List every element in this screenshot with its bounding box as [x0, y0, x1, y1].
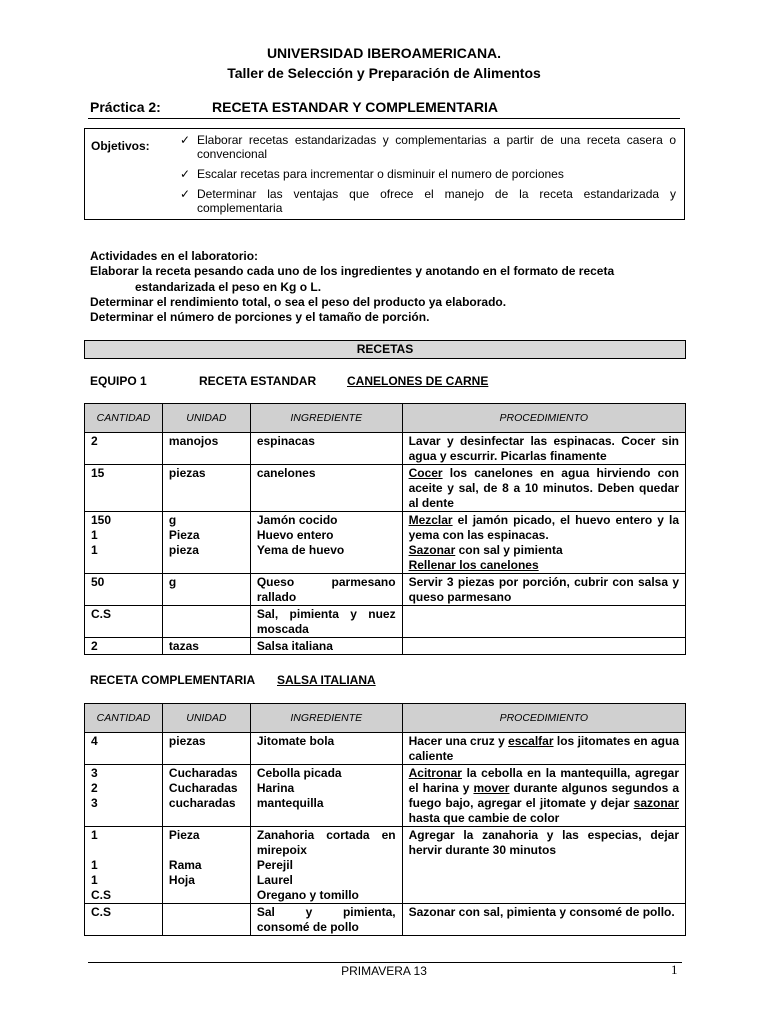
activities-section — [90, 249, 678, 325]
objectives-label: Objetivos: — [91, 139, 150, 153]
cell-unit — [162, 765, 250, 827]
ingredient-line: Cebolla picada — [256, 766, 342, 780]
page-number: 1 — [671, 962, 678, 977]
col-header-quantity: CANTIDAD — [85, 704, 163, 733]
cell-quantity: 2 — [85, 433, 163, 465]
cell-quantity: 50 — [85, 574, 163, 606]
procedure-verb: Sazonar — [408, 543, 456, 557]
table-row — [85, 733, 686, 765]
cell-procedure — [402, 638, 685, 655]
table-row — [85, 827, 686, 904]
footer-text: PRIMAVERA 13 — [341, 964, 427, 978]
university-title: UNIVERSIDAD IBEROAMERICANA. — [266, 45, 502, 61]
unit-line: Hoja — [168, 873, 195, 887]
recipe-name: CANELONES DE CARNE — [347, 374, 489, 388]
cell-procedure: Lavar y desinfectar las espinacas. Cocer sin agua y escurrir. Picarlas finamente — [402, 433, 685, 465]
footer-rule — [88, 962, 682, 963]
check-icon: ✓ — [179, 133, 191, 147]
cell-ingredient: Salsa italiana — [250, 638, 402, 655]
table-row — [85, 433, 686, 465]
cell-quantity: C.S — [85, 606, 163, 638]
cell-quantity: C.S — [85, 904, 163, 936]
ingredient-line: Huevo entero — [256, 528, 334, 542]
table-row — [85, 638, 686, 655]
unit-line: Cucharadas — [168, 781, 238, 795]
unit-line: g — [168, 513, 177, 527]
cell-procedure: Agregar la zanahoria y las especias, dejar hervir durante 30 minutos — [402, 827, 685, 904]
recipe-table-standard — [84, 403, 686, 655]
procedure-verb: Cocer — [408, 466, 443, 480]
activities-line: Determinar el rendimiento total, o sea el peso del producto ya elaborado. — [90, 294, 507, 309]
quantity-line: 1 — [91, 873, 98, 887]
cell-procedure — [402, 733, 685, 765]
procedure-verb: Acitronar — [408, 766, 462, 780]
unit-line: pieza — [168, 543, 199, 557]
cell-ingredient: canelones — [250, 465, 402, 512]
procedure-verb: sazonar — [633, 796, 679, 810]
cell-unit: piezas — [162, 465, 250, 512]
table-row — [85, 606, 686, 638]
procedure-text: Hacer una cruz y — [408, 734, 509, 748]
cell-ingredient — [250, 512, 402, 574]
cell-procedure: Servir 3 piezas por porción, cubrir con salsa y queso parmesano — [402, 574, 685, 606]
procedure-text: hasta que cambie de color — [408, 811, 560, 825]
objective-item: Determinar las ventajas que ofrece el manejo de la receta estandarizada y complementaria — [197, 187, 676, 215]
quantity-line: 1 — [91, 858, 98, 872]
quantity-line: 150 — [91, 513, 112, 527]
cell-procedure — [402, 606, 685, 638]
table-row — [85, 904, 686, 936]
quantity-line: 1 — [91, 543, 98, 557]
procedure-text: los jitomates en agua caliente — [408, 734, 679, 763]
unit-line: Pieza — [168, 828, 200, 842]
col-header-unit: UNIDAD — [162, 704, 250, 733]
activities-title: Actividades en el laboratorio: — [90, 249, 259, 263]
cell-unit — [162, 606, 250, 638]
ingredient-line: Perejil — [256, 858, 293, 872]
table-row — [85, 512, 686, 574]
ingredient-line: Zanahoria cortada en mirepoix — [256, 828, 396, 857]
cell-procedure — [402, 512, 685, 574]
unit-line: Rama — [168, 858, 202, 872]
cell-procedure — [402, 765, 685, 827]
col-header-unit: UNIDAD — [162, 404, 250, 433]
quantity-line: C.S — [91, 888, 112, 902]
col-header-ingredient: INGREDIENTE — [250, 704, 402, 733]
objectives-table — [84, 128, 685, 220]
unit-line: Pieza — [168, 528, 200, 542]
cell-quantity: 4 — [85, 733, 163, 765]
course-title: Taller de Selección y Preparación de Alimentos — [227, 65, 541, 81]
activities-line: Determinar el número de porciones y el tamaño de porción. — [90, 310, 430, 325]
quantity-line: 1 — [91, 828, 98, 842]
cell-ingredient: Sal, pimienta y nuez moscada — [250, 606, 402, 638]
ingredient-line: Harina — [256, 781, 295, 795]
quantity-line: 2 — [91, 781, 98, 795]
complementary-name: SALSA ITALIANA — [277, 673, 376, 687]
cell-unit — [162, 512, 250, 574]
ingredient-line: Laurel — [256, 873, 293, 887]
cell-procedure: Sazonar con sal, pimienta y consomé de pollo. — [402, 904, 685, 936]
cell-quantity — [85, 765, 163, 827]
ingredient-line: Oregano y tomillo — [256, 888, 359, 902]
ingredient-line: Jamón cocido — [256, 513, 338, 527]
cell-unit: tazas — [162, 638, 250, 655]
check-icon: ✓ — [179, 187, 191, 201]
complementary-label: RECETA COMPLEMENTARIA — [90, 673, 256, 687]
practice-label: Práctica 2: — [90, 99, 161, 115]
procedure-verb: mover — [473, 781, 510, 795]
col-header-procedure: PROCEDIMIENTO — [402, 404, 685, 433]
cell-ingredient: espinacas — [250, 433, 402, 465]
procedure-text: durante algunos segundos a fuego bajo, agregar el jitomate y dejar — [408, 781, 680, 810]
col-header-procedure: PROCEDIMIENTO — [402, 704, 685, 733]
quantity-line: 3 — [91, 796, 98, 810]
table-row — [85, 574, 686, 606]
unit-line: cucharadas — [168, 796, 236, 810]
cell-unit: manojos — [162, 433, 250, 465]
unit-line: Cucharadas — [168, 766, 238, 780]
activities-line: estandarizada el peso en Kg o L. — [135, 279, 322, 294]
procedure-verb: escalfar — [508, 734, 554, 748]
procedure-text: Rellenar los canelones — [408, 558, 539, 572]
objective-item: Escalar recetas para incrementar o disminuir el numero de porciones — [197, 167, 564, 181]
cell-quantity — [85, 512, 163, 574]
procedure-text: el jamón picado, el huevo entero y la yema con las espinacas. — [408, 513, 679, 542]
recipe-type: RECETA ESTANDAR — [199, 374, 317, 388]
check-icon: ✓ — [179, 167, 191, 181]
cell-ingredient: Queso parmesano rallado — [250, 574, 402, 606]
procedure-text: la cebolla en la mantequilla, agregar el harina y — [408, 766, 679, 795]
practice-title: RECETA ESTANDAR Y COMPLEMENTARIA — [212, 99, 498, 115]
col-header-ingredient: INGREDIENTE — [250, 404, 402, 433]
quantity-line: 3 — [91, 766, 98, 780]
cell-unit — [162, 827, 250, 904]
objective-item: Elaborar recetas estandarizadas y complementarias a partir de una receta casera o convencional — [197, 133, 676, 161]
cell-ingredient — [250, 827, 402, 904]
cell-ingredient — [250, 765, 402, 827]
team-label: EQUIPO 1 — [90, 374, 147, 388]
procedure-verb: Mezclar — [408, 513, 453, 527]
cell-unit — [162, 904, 250, 936]
cell-procedure — [402, 465, 685, 512]
table-row — [85, 765, 686, 827]
recipe-table-complementary — [84, 703, 686, 936]
ingredient-line: mantequilla — [256, 796, 324, 810]
cell-quantity: 2 — [85, 638, 163, 655]
header-rule — [88, 118, 680, 119]
cell-quantity: 15 — [85, 465, 163, 512]
recipes-bar: RECETAS — [84, 340, 686, 359]
cell-ingredient: Sal y pimienta, consomé de pollo — [250, 904, 402, 936]
col-header-quantity: CANTIDAD — [85, 404, 163, 433]
cell-unit: piezas — [162, 733, 250, 765]
activities-line: Elaborar la receta pesando cada uno de los ingredientes y anotando en el formato de receta — [90, 264, 615, 279]
quantity-line: 1 — [91, 528, 98, 542]
procedure-text: con sal y pimienta — [455, 543, 563, 557]
ingredient-line: Yema de huevo — [256, 543, 345, 557]
table-row — [85, 465, 686, 512]
procedure-text: los canelones en agua hirviendo con aceite y sal, de 8 a 10 minutos. Deben quedar al dente — [408, 466, 679, 510]
cell-ingredient: Jitomate bola — [250, 733, 402, 765]
cell-unit: g — [162, 574, 250, 606]
cell-quantity — [85, 827, 163, 904]
